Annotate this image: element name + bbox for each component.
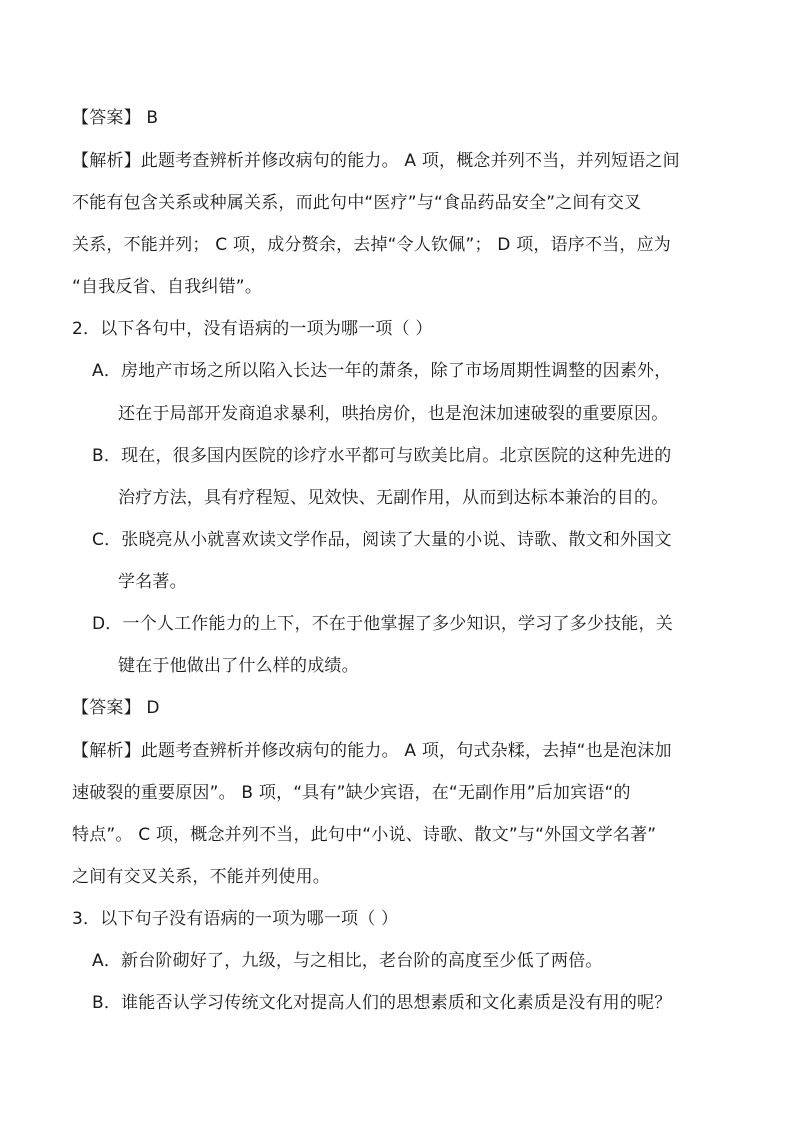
- option-c-line1: C．张晓亮从小就喜欢读文学作品，阅读了大量的小说、诗歌、散文和外国文: [92, 530, 672, 550]
- analysis-line: 之间有交叉关系，不能并列使用。: [72, 867, 330, 887]
- analysis-line: 不能有包含关系或种属关系，而此句中“医疗”与“食品药品安全”之间有交叉: [72, 193, 642, 213]
- option-b: B．谁能否认学习传统文化对提高人们的思想素质和文化素质是没有用的呢？: [92, 993, 672, 1013]
- answer-label: 【答案】 D: [72, 698, 160, 718]
- option-b-line1: B．现在，很多国内医院的诊疗水平都可与欧美比肩。北京医院的这种先进的: [92, 446, 672, 466]
- analysis-line: 速破裂的重要原因”。 B 项，“具有”缺少宾语，在“无副作用”后加宾语“的: [72, 783, 631, 803]
- analysis-line: 特点”。 C 项，概念并列不当，此句中“小说、诗歌、散文”与“外国文学名著”: [72, 825, 657, 845]
- question-3-stem: 3．以下句子没有语病的一项为哪一项（ ）: [72, 909, 399, 929]
- option-d-line1: D．一个人工作能力的上下，不在于他掌握了多少知识，学习了多少技能，关: [92, 614, 673, 634]
- option-a-line1: A．房地产市场之所以陷入长达一年的萧条，除了市场周期性调整的因素外，: [92, 361, 672, 381]
- analysis-line: “自我反省、自我纠错”。: [72, 277, 263, 297]
- question-2-stem: 2．以下各句中，没有语病的一项为哪一项（ ）: [72, 319, 433, 339]
- option-b-line2: 治疗方法，具有疗程短、见效快、无副作用，从而到达标本兼治的目的。: [118, 488, 669, 508]
- option-a-line2: 还在于局部开发商追求暴利，哄抬房价，也是泡沫加速破裂的重要原因。: [118, 404, 669, 424]
- analysis-line: 【解析】此题考查辨析并修改病句的能力。 A 项，概念并列不当，并列短语之间: [72, 151, 680, 171]
- option-a: A．新台阶砌好了，九级，与之相比，老台阶的高度至少低了两倍。: [92, 951, 603, 971]
- option-c-line2: 学名著。: [118, 572, 187, 592]
- option-d-line2: 键在于他做出了什么样的成绩。: [118, 656, 359, 676]
- answer-label: 【答案】 B: [72, 108, 159, 128]
- analysis-line: 【解析】此题考查辨析并修改病句的能力。 A 项，句式杂糅，去掉“也是泡沫加: [72, 741, 672, 761]
- analysis-line: 关系，不能并列； C 项，成分赘余，去掉“令人钦佩”； D 项，语序不当，应为: [72, 235, 671, 255]
